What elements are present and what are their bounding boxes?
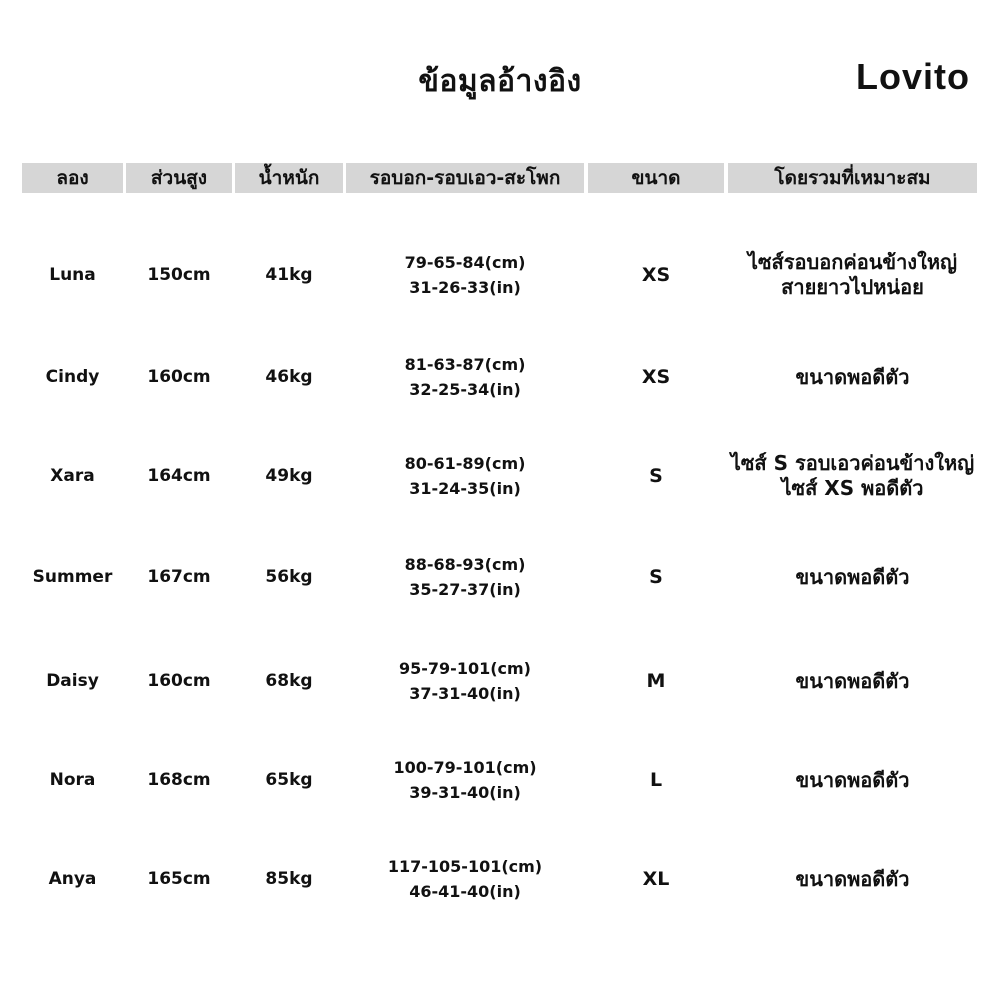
fit-note (728, 547, 977, 607)
fit-note-line-1: ไซส์ S รอบเอวค่อนข้างใหญ่ (730, 451, 975, 475)
measurements-cm: 117-105-101(cm) (387, 857, 543, 876)
model-height: 160cm (147, 367, 211, 387)
size-value: XL (642, 868, 670, 890)
table-row (0, 245, 1000, 305)
table-row (0, 750, 1000, 810)
column-header-weight: น้ำหนัก (235, 163, 343, 193)
table-row (0, 849, 1000, 909)
model-height: 164cm (147, 466, 211, 486)
model-weight: 65kg (265, 770, 313, 790)
fit-note-line-1: ไซส์รอบอกค่อนข้างใหญ่ (747, 250, 958, 274)
model-measurements (346, 347, 584, 407)
brand-logo: Lovito (856, 56, 970, 97)
model-measurements (346, 245, 584, 305)
measurements-in: 37-31-40(in) (409, 684, 521, 703)
fit-note (728, 651, 977, 711)
size-value: M (646, 670, 666, 692)
measurements-cm: 95-79-101(cm) (399, 659, 531, 678)
model-measurements (346, 750, 584, 810)
measurements-in: 46-41-40(in) (409, 882, 521, 901)
model-name: Daisy (46, 671, 99, 691)
column-header-fit: โดยรวมที่เหมาะสม (728, 163, 977, 193)
column-header-size: ขนาด (588, 163, 724, 193)
fit-note-line-1: ขนาดพอดีตัว (795, 767, 910, 792)
measurements-in: 31-26-33(in) (409, 278, 521, 297)
size-value: L (649, 769, 663, 791)
model-measurements (346, 849, 584, 909)
model-name: Summer (32, 567, 113, 587)
measurements-in: 39-31-40(in) (409, 783, 521, 802)
model-height: 150cm (147, 265, 211, 285)
measurements-cm: 100-79-101(cm) (393, 758, 537, 777)
fit-note (728, 750, 977, 810)
model-measurements (346, 547, 584, 607)
model-weight: 56kg (265, 567, 313, 587)
fit-note-line-1: ขนาดพอดีตัว (795, 866, 910, 891)
measurements-in: 35-27-37(in) (409, 580, 521, 599)
model-height: 165cm (147, 869, 211, 889)
model-measurements (346, 651, 584, 711)
column-header-measurements: รอบอก-รอบเอว-สะโพก (346, 163, 584, 193)
model-name: Nora (49, 770, 96, 790)
model-weight: 68kg (265, 671, 313, 691)
measurements-cm: 88-68-93(cm) (404, 555, 526, 574)
column-header-height: ส่วนสูง (126, 163, 232, 193)
fit-note (728, 446, 977, 506)
measurements-in: 31-24-35(in) (409, 479, 521, 498)
model-name: Anya (48, 869, 97, 889)
model-height: 167cm (147, 567, 211, 587)
model-weight: 41kg (265, 265, 313, 285)
measurements-cm: 79-65-84(cm) (404, 253, 526, 272)
column-header-model: ลอง (22, 163, 123, 193)
fit-note-line-1: ขนาดพอดีตัว (795, 564, 910, 589)
size-value: S (649, 465, 663, 487)
size-value: XS (641, 264, 671, 286)
measurements-cm: 80-61-89(cm) (404, 454, 526, 473)
table-row (0, 547, 1000, 607)
model-measurements (346, 446, 584, 506)
model-height: 168cm (147, 770, 211, 790)
model-name: Luna (49, 265, 96, 285)
fit-note (728, 849, 977, 909)
fit-note-line-2: สายยาวไปหน่อย (781, 275, 924, 299)
fit-note (728, 245, 977, 305)
model-name: Xara (50, 466, 95, 486)
page-title: ข้อมูลอ้างอิง (418, 64, 582, 99)
measurements-cm: 81-63-87(cm) (404, 355, 526, 374)
measurements-in: 32-25-34(in) (409, 380, 521, 399)
table-row (0, 347, 1000, 407)
fit-note-line-1: ขนาดพอดีตัว (795, 668, 910, 693)
model-weight: 49kg (265, 466, 313, 486)
size-value: XS (641, 366, 671, 388)
table-row (0, 446, 1000, 506)
table-row (0, 651, 1000, 711)
model-weight: 46kg (265, 367, 313, 387)
fit-note-line-2: ไซส์ XS พอดีตัว (781, 476, 924, 500)
size-value: S (649, 566, 663, 588)
model-height: 160cm (147, 671, 211, 691)
fit-note (728, 347, 977, 407)
model-weight: 85kg (265, 869, 313, 889)
fit-note-line-1: ขนาดพอดีตัว (795, 364, 910, 389)
model-name: Cindy (45, 367, 100, 387)
